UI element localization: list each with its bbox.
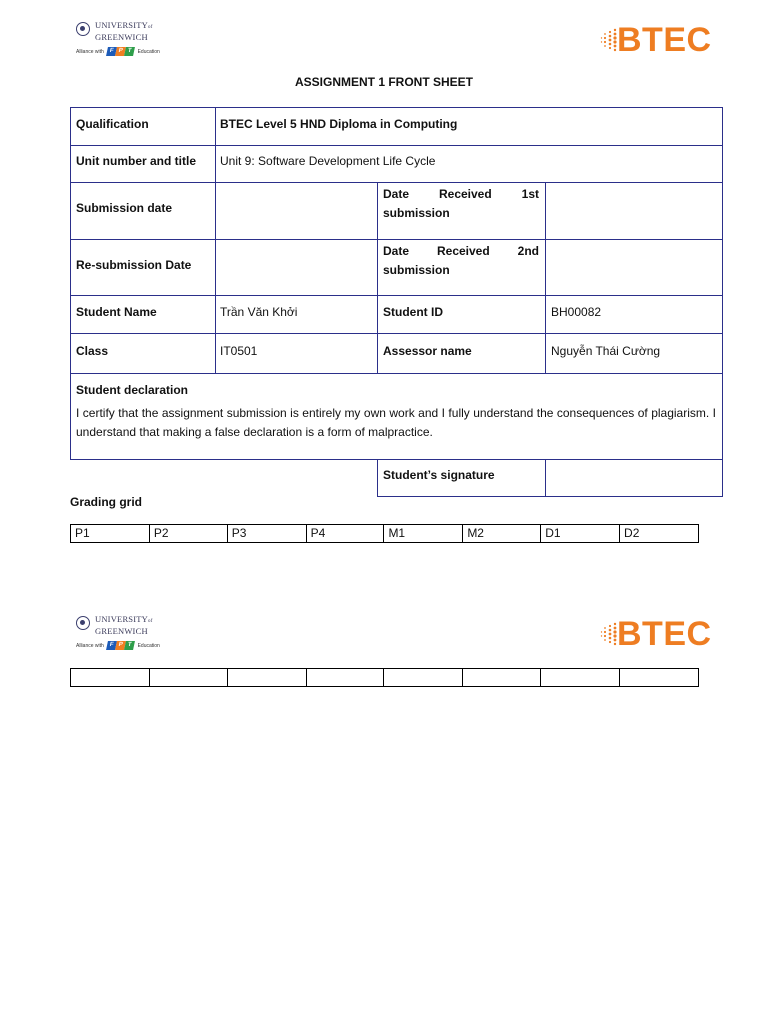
university-crest-icon	[76, 22, 90, 36]
grade-cell	[71, 669, 150, 687]
grade-cell	[384, 669, 463, 687]
submission-date-value	[216, 194, 376, 204]
alliance-suffix: Education	[137, 48, 160, 55]
submission-date-label: Submission date	[76, 201, 173, 215]
alliance-suffix: Education	[137, 642, 160, 649]
alliance-prefix: Alliance with	[76, 48, 104, 55]
unit-label: Unit number and title	[76, 154, 196, 168]
date-received-1st-value	[546, 194, 722, 204]
student-id-label: Student ID	[383, 305, 443, 319]
fpt-letter-f: F	[106, 47, 117, 56]
assessor-label: Assessor name	[383, 344, 472, 358]
fpt-logo-icon	[107, 641, 134, 650]
university-crest-icon	[76, 616, 90, 630]
university-of: of	[148, 25, 153, 30]
grading-grid-row	[71, 669, 699, 687]
grade-cell	[541, 669, 620, 687]
signature-value	[546, 461, 722, 471]
student-name-value: Trần Văn Khởi	[220, 305, 298, 319]
grade-cell-d2: D2	[620, 525, 699, 543]
university-name	[95, 21, 153, 41]
date-received-1st-label-line1: Date Received 1st	[383, 187, 539, 201]
grade-cell-p2: P2	[149, 525, 227, 543]
university-name	[95, 615, 153, 635]
grade-cell	[463, 669, 541, 687]
alliance-line	[76, 641, 160, 650]
grading-grid-label: Grading grid	[70, 495, 142, 509]
declaration-text: I certify that the assignment submission is entirely my own work and I fully understand the consequences of plagiarism. I understand that making a false declaration is a form of malpractice.	[76, 406, 716, 439]
fpt-logo-icon	[107, 47, 134, 56]
fpt-letter-t: T	[124, 641, 135, 650]
grade-cell-m2: M2	[463, 525, 541, 543]
student-name-label: Student Name	[76, 305, 157, 319]
resubmission-date-value	[216, 251, 376, 261]
resubmission-date-label: Re-submission Date	[76, 258, 192, 272]
grading-grid-table-page2	[70, 668, 699, 687]
unit-value: Unit 9: Software Development Life Cycle	[220, 154, 436, 168]
fpt-letter-f: F	[106, 641, 117, 650]
university-name-line2: GREENWICH	[95, 625, 148, 636]
grade-cell-p3: P3	[227, 525, 306, 543]
fpt-letter-p: P	[115, 641, 126, 650]
qualification-label: Qualification	[76, 117, 149, 131]
btec-logo-text: BTEC	[617, 21, 712, 59]
declaration-label: Student declaration	[76, 383, 189, 397]
date-received-1st-label-line2: submission	[383, 206, 450, 220]
grading-grid-row	[71, 525, 699, 543]
btec-logo-page2	[600, 616, 720, 656]
university-of: of	[148, 619, 153, 624]
university-name-line1: UNIVERSITY	[95, 20, 148, 30]
btec-dots-icon	[600, 622, 618, 646]
fpt-letter-p: P	[115, 47, 126, 56]
btec-dots-icon	[600, 28, 618, 52]
date-received-1st-label	[377, 185, 545, 223]
date-received-2nd-label-line1: Date Received 2nd	[383, 244, 539, 258]
class-value: IT0501	[220, 344, 258, 358]
grade-cell	[149, 669, 227, 687]
grade-cell-m1: M1	[384, 525, 463, 543]
university-of-greenwich-logo	[76, 22, 176, 62]
alliance-line	[76, 47, 160, 56]
university-of-greenwich-logo-page2	[76, 616, 176, 656]
fpt-letter-t: T	[124, 47, 135, 56]
grading-grid-table	[70, 524, 699, 543]
assessor-value: Nguyễn Thái Cường	[551, 344, 661, 358]
btec-logo-text: BTEC	[617, 615, 712, 653]
class-label: Class	[76, 344, 109, 358]
document-title: ASSIGNMENT 1 FRONT SHEET	[294, 75, 473, 89]
btec-logo	[600, 22, 720, 62]
qualification-value: BTEC Level 5 HND Diploma in Computing	[220, 117, 458, 131]
alliance-prefix: Alliance with	[76, 642, 104, 649]
date-received-2nd-value	[546, 251, 722, 261]
grade-cell-p1: P1	[71, 525, 150, 543]
student-id-value: BH00082	[551, 305, 602, 319]
university-name-line2: GREENWICH	[95, 31, 148, 42]
signature-label: Student’s signature	[383, 468, 495, 482]
grade-cell	[620, 669, 699, 687]
university-name-line1: UNIVERSITY	[95, 614, 148, 624]
grade-cell	[306, 669, 384, 687]
grade-cell-d1: D1	[541, 525, 620, 543]
grade-cell	[227, 669, 306, 687]
date-received-2nd-label-line2: submission	[383, 263, 450, 277]
date-received-2nd-label	[377, 242, 545, 280]
grade-cell-p4: P4	[306, 525, 384, 543]
